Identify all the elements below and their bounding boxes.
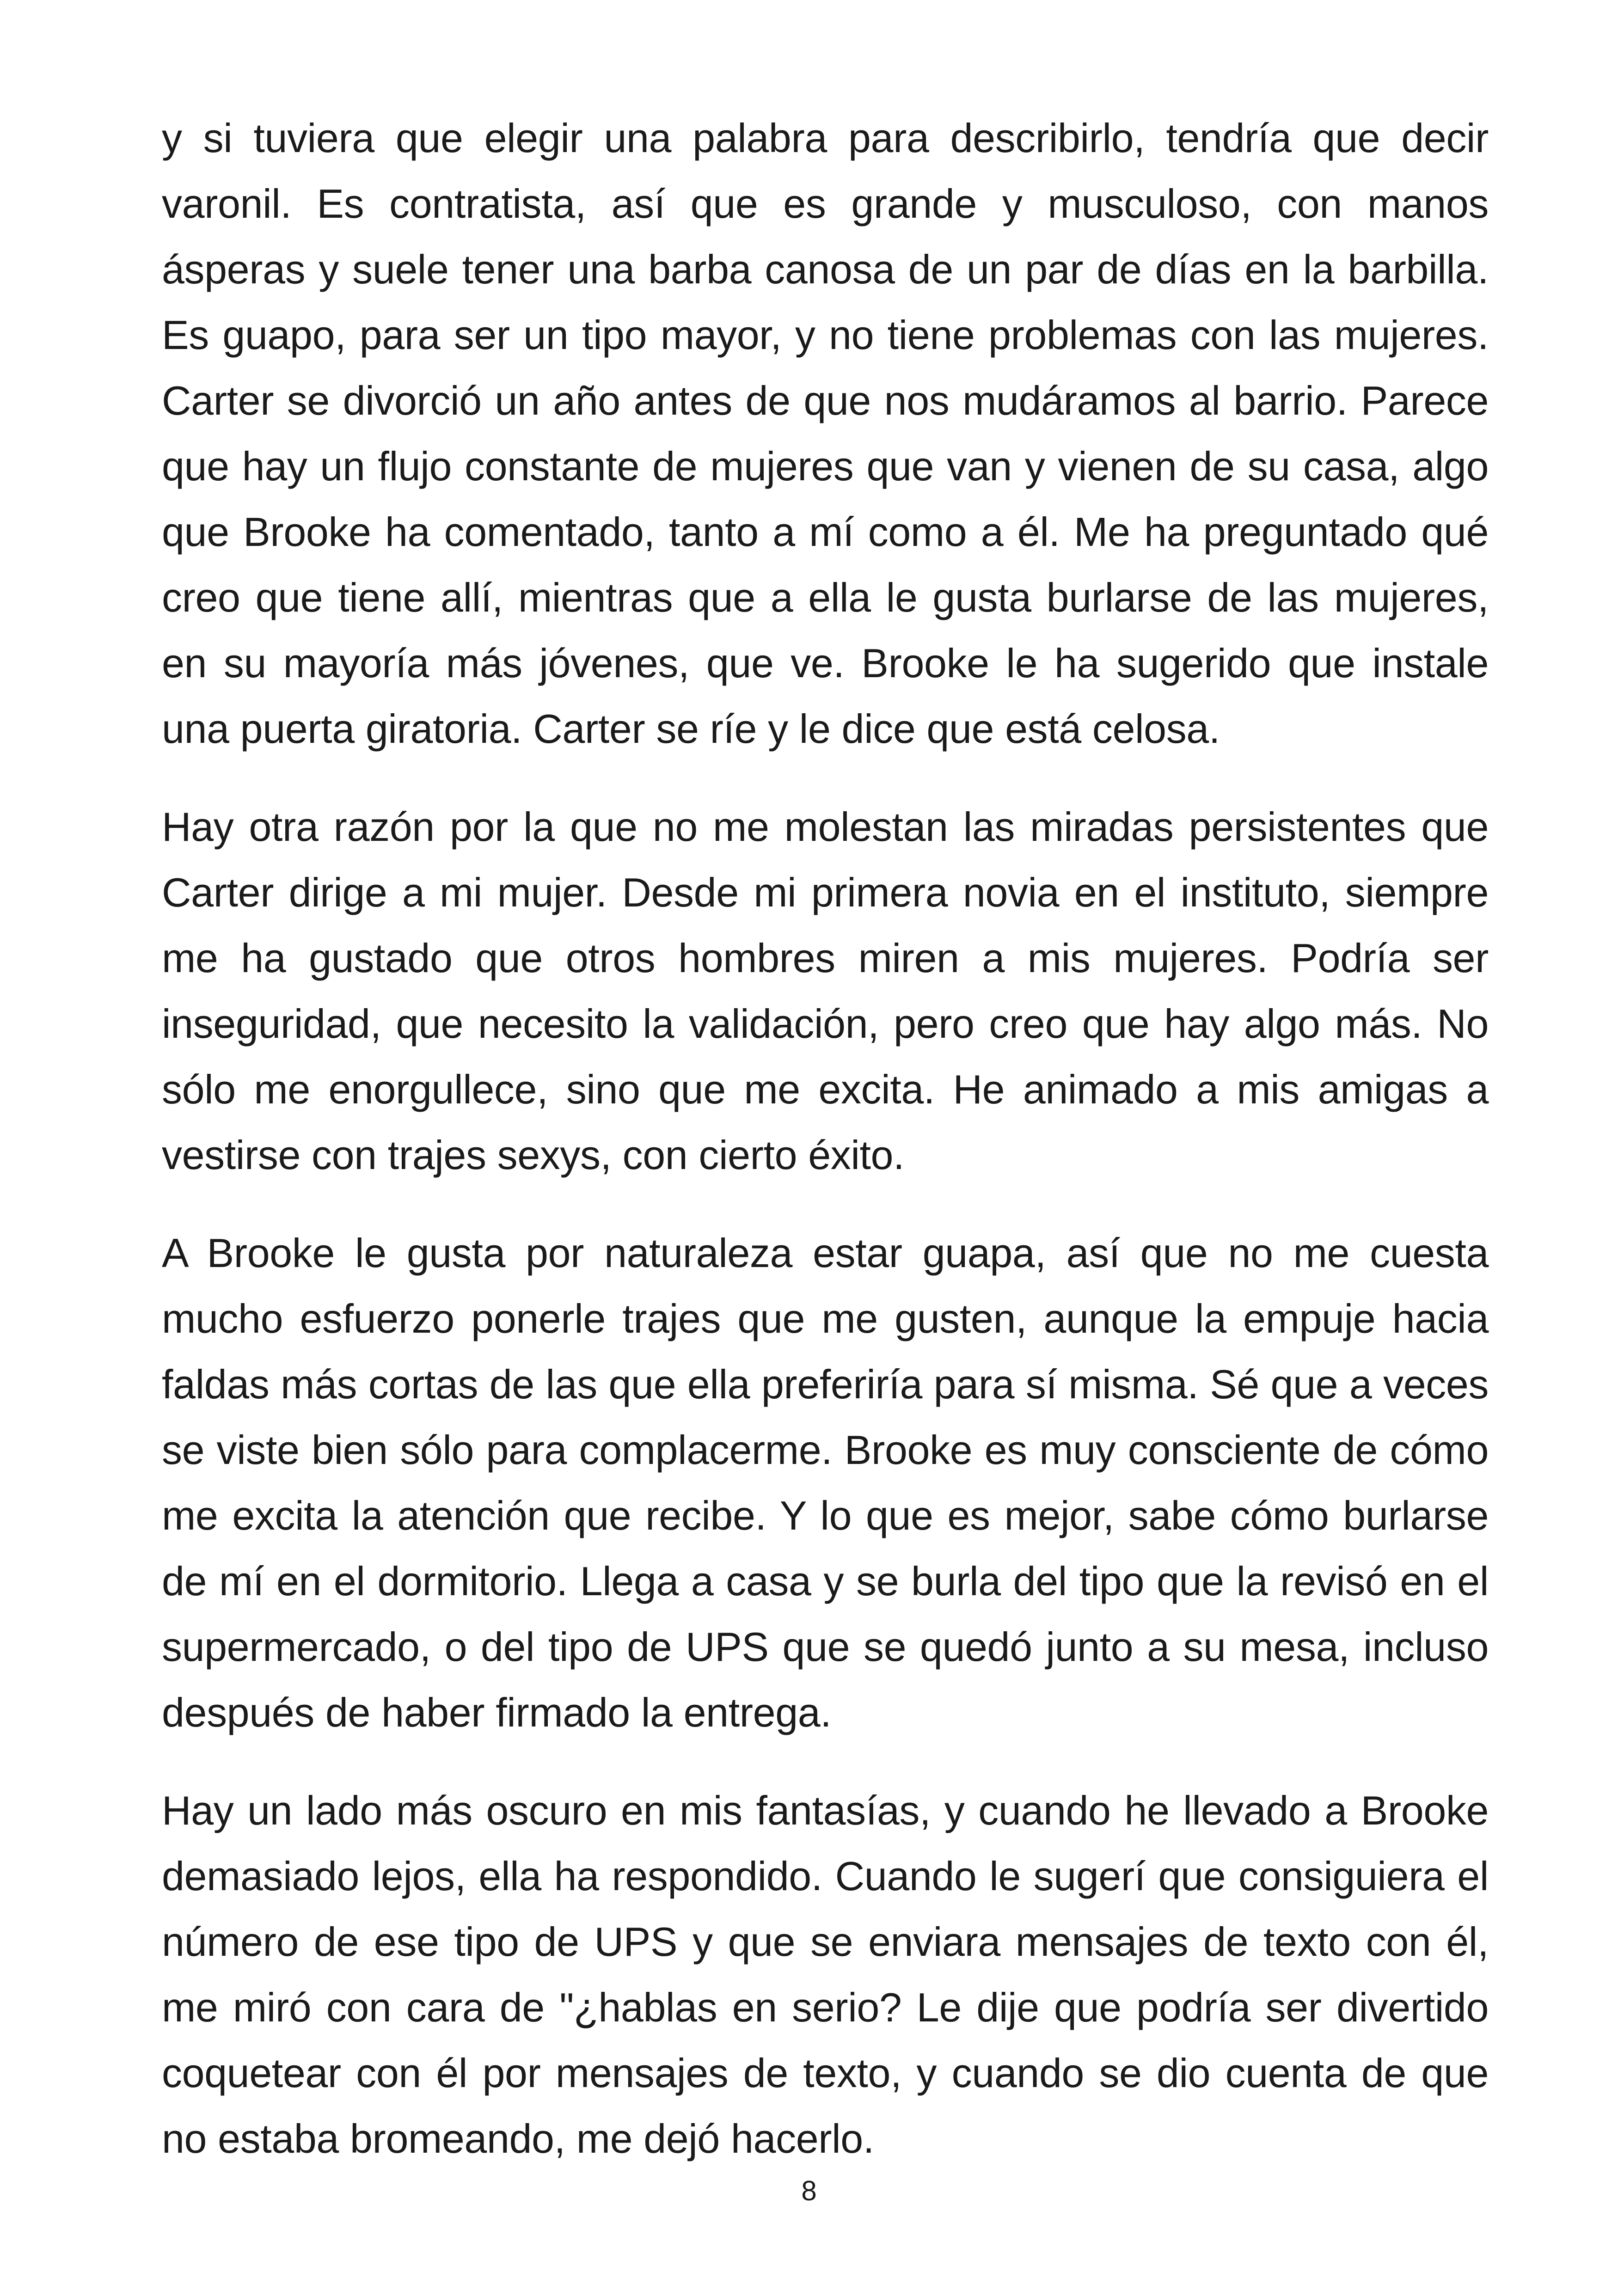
paragraph-3: A Brooke le gusta por naturaleza estar guapa, así que no me cuesta mucho esfuerzo ponerle trajes que me gusten, aunque la empuje hacia faldas más cortas de las que ella preferiría para sí misma. Sé que a veces se viste bien sólo para complacerme. Brooke es muy consciente de cómo me excita la atención que recibe. Y lo que es mejor, sabe cómo burlarse de mí en el dormitorio. Llega a casa y se burla del tipo que la revisó en el supermercado, o del tipo de UPS que se quedó junto a su mesa, incluso después de haber firmado la entrega.: [162, 1230, 1489, 1735]
page-number: 8: [801, 2175, 817, 2206]
paragraph-4: Hay un lado más oscuro en mis fantasías, y cuando he llevado a Brooke demasiado lejos, ella ha respondido. Cuando le sugerí que consiguiera el número de ese tipo de UPS y que se enviara mensajes de texto con él, me miró con cara de "¿hablas en serio? Le dije que podría ser divertido coquetear con él por mensajes de texto, y cuando se dio cuenta de que no estaba bromeando, me dejó hacerlo.: [162, 1788, 1489, 2161]
paragraph-2: Hay otra razón por la que no me molestan las miradas persistentes que Carter dirige a mi mujer. Desde mi primera novia en el instituto, siempre me ha gustado que otros hombres miren a mis mujeres. Podría ser inseguridad, que necesito la validación, pero creo que hay algo más. No sólo me enorgullece, sino que me excita. He animado a mis amigas a vestirse con trajes sexys, con cierto éxito.: [162, 804, 1489, 1178]
paragraph-1: y si tuviera que elegir una palabra para describirlo, tendría que decir varonil. Es contratista, así que es grande y musculoso, con manos ásperas y suele tener una barba canosa de un par de días en la barbilla. Es guapo, para ser un tipo mayor, y no tiene problemas con las mujeres. Carter se divorció un año antes de que nos mudáramos al barrio. Parece que hay un flujo constante de mujeres que van y vienen de su casa, algo que Brooke ha comentado, tanto a mí como a él. Me ha preguntado qué creo que tiene allí, mientras que a ella le gusta burlarse de las mujeres, en su mayoría más jóvenes, que ve. Brooke le ha sugerido que instale una puerta giratoria. Carter se ríe y le dice que está celosa.: [162, 115, 1489, 752]
body-text: [162, 105, 1489, 2204]
